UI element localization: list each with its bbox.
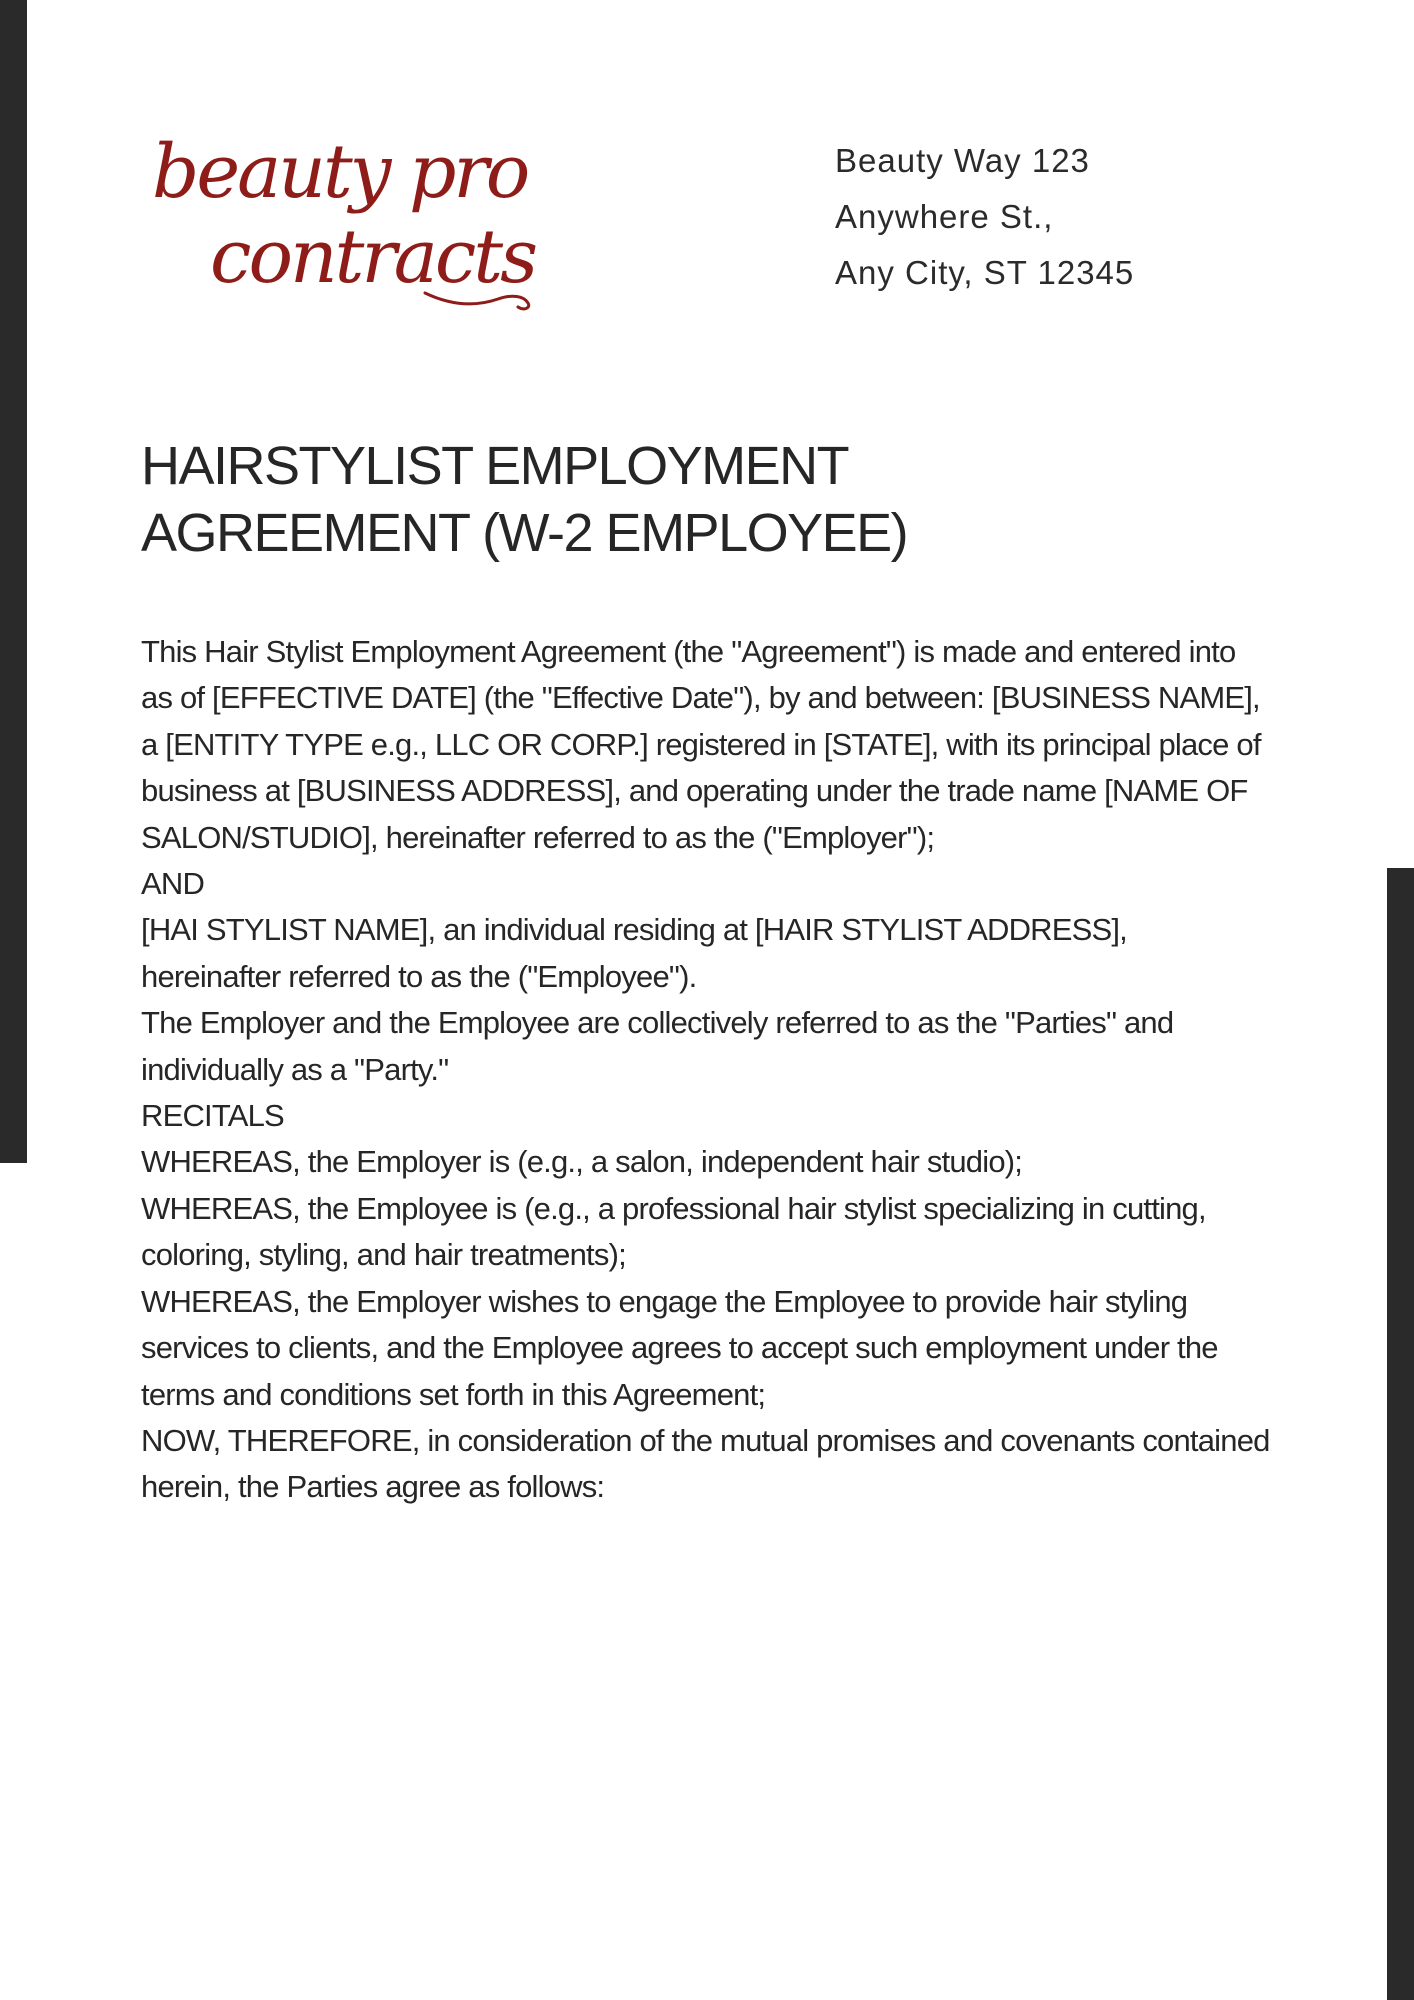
address-line-3: Any City, ST 12345 [835, 254, 1135, 291]
document-title: HAIRSTYLIST EMPLOYMENT AGREEMENT (W-2 EMPLOYEE) [141, 436, 908, 563]
whereas-engagement: WHEREAS, the Employer wishes to engage the Employee to provide hair styling services to clients, and the Employee agrees to accept such employment under the terms and conditions set forth in this Agreement; [141, 1283, 1218, 1412]
now-therefore-paragraph: NOW, THEREFORE, in consideration of the mutual promises and covenants contained herein, the Parties agree as follows: [141, 1422, 1270, 1505]
company-address [835, 133, 1134, 301]
swash-flourish-icon [420, 263, 540, 313]
address-line-2: Anywhere St., [835, 198, 1054, 235]
recitals-heading: RECITALS [141, 1098, 284, 1134]
whereas-employer: WHEREAS, the Employer is (e.g., a salon, independent hair studio); [141, 1144, 1023, 1180]
whereas-employee: WHEREAS, the Employee is (e.g., a professional hair stylist specializing in cutting, coloring, styling, and hair treatments); [141, 1190, 1206, 1273]
intro-paragraph: This Hair Stylist Employment Agreement (the "Agreement") is made and entered into as of [EFFECTIVE DATE] (the "Effective Date"), by and between: [BUSINESS NAME], a [ENTITY TYPE e.g., LLC OR CORP.] registered in [STATE], with its principal place of business at [BUSINESS ADDRESS], and operating under the trade name [NAME OF SALON/STUDIO], hereinafter referred to as the ("Employer"); [141, 634, 1261, 855]
agreement-body [141, 629, 1271, 1511]
company-logo [150, 129, 540, 310]
logo-line-1: beauty pro [152, 129, 528, 215]
logo-line-2: contracts [210, 214, 536, 300]
left-decorative-bar [0, 0, 27, 1163]
address-line-1: Beauty Way 123 [835, 142, 1090, 179]
parties-paragraph: The Employer and the Employee are collectively referred to as the "Parties" and individually as a "Party." [141, 1005, 1174, 1087]
employee-paragraph: [HAI STYLIST NAME], an individual residing at [HAIR STYLIST ADDRESS], hereinafter referred to as the ("Employee"). [141, 912, 1127, 994]
right-decorative-bar [1387, 868, 1414, 2000]
and-line: AND [141, 866, 205, 902]
